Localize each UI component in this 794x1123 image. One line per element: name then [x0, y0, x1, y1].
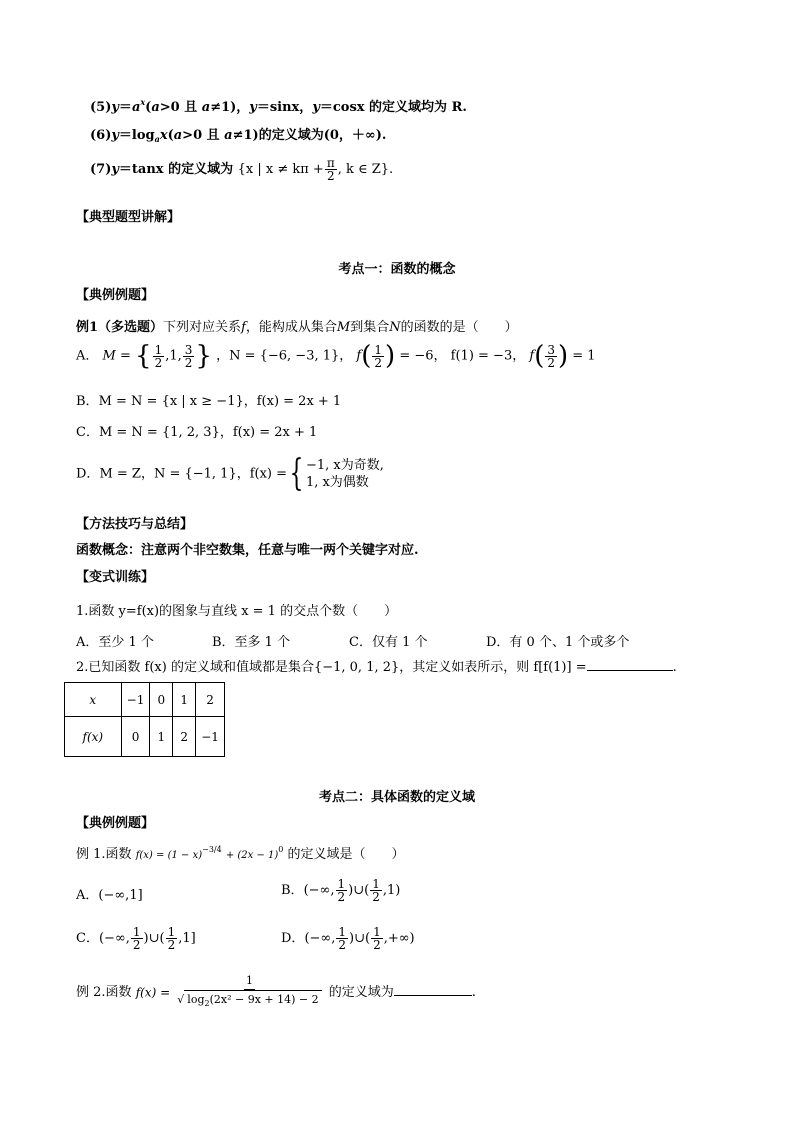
topic2-title: 考点二：具体函数的定义域: [318, 790, 475, 805]
table-cell: 1: [173, 683, 196, 717]
topic2-example-2: 例 2.函数 f(x) = $\frac{1}{√ \log_2(2x^2 - 9x + 14) - 2}$ 的定义域为 .: [76, 973, 476, 1012]
table-cell: −1: [196, 717, 225, 757]
topic1-example-heading: 【典例例题】: [76, 288, 155, 303]
method-text: 函数概念：注意两个非空数集，任意与唯一两个关键字对应.: [76, 543, 419, 558]
table-cell: x: [65, 683, 122, 717]
q1-option-c: C．仅有 1 个: [349, 635, 428, 650]
q1-option-d: D．有 0 个、1 个或多个: [486, 635, 630, 650]
answer-blank: [394, 995, 472, 996]
topic2-option-a: A．(−∞,1]: [76, 888, 143, 903]
option-b: B．M = N = {x | x ≥ −1}，f(x) = 2x + 1: [76, 394, 342, 409]
table-cell: 1: [150, 717, 173, 757]
answer-blank: [587, 670, 673, 671]
topic2-example-heading: 【典例例题】: [76, 816, 155, 831]
topic2-example-1: 例 1.函数 $f(x) = (1 - x)^{-3/4} + (2x - 1)^0$ 的定义域是（ ）: [76, 845, 405, 862]
function-table: [64, 682, 225, 757]
method-heading: 【方法技巧与总结】: [76, 517, 194, 532]
section-heading: 【典型题型讲解】: [76, 210, 181, 225]
option-d: D．M = Z，N = {−1, 1}，f(x) ={ −1, x为奇数, 1, x为偶数: [76, 453, 384, 494]
table-cell: 2: [173, 717, 196, 757]
q1-option-b: B．至多 1 个: [212, 635, 291, 650]
line-5: $(5)y=a^x(a>0$ 且 a≠1)，y＝sinx，y＝cosx 的定义域均为 R.: [90, 97, 467, 115]
table-cell: −1: [121, 683, 150, 717]
topic2-option-d: D．(−∞, $\frac{1}{2}$ )∪( $\frac{1}{2}$ ,+∞): [281, 925, 415, 952]
example1-question: 例1（多选题）下列对应关系f，能构成从集合M到集合N的函数的是（ ）: [76, 320, 518, 335]
table-cell: 0: [121, 717, 150, 757]
line-7: (7)y＝tanx 的定义域为 {x | x ≠ kπ + $\frac{\pi}{2}$ , k ∈ Z}.: [90, 156, 394, 183]
q1-option-a: A．至少 1 个: [76, 635, 154, 650]
question-1: 1.函数 y=f(x)的图象与直线 x = 1 的交点个数（ ）: [76, 604, 398, 619]
topic1-title: 考点一：函数的概念: [338, 262, 456, 277]
option-a: A． M = { $\frac{1}{2}$ ,1, $\frac{3}{2}$ } ，N = {−6, −3, 1}， f( $\frac{1}{2}$ ) = −6， f(1) = −3， f( $\frac{3}{2}$ ) = 1: [76, 341, 596, 371]
option-c: C．M = N = {1, 2, 3}，f(x) = 2x + 1: [76, 425, 318, 440]
table-cell: 0: [150, 683, 173, 717]
variant-heading: 【变式训练】: [76, 570, 155, 585]
line-6: $(6)y=\log_ax(a>0$ 且 a≠1)的定义域为(0，＋∞).: [90, 128, 387, 144]
question-2: 2.已知函数 f(x) 的定义域和值域都是集合{−1, 0, 1, 2}，其定义如表所示，则 f[f(1)] = .: [76, 660, 677, 675]
topic2-option-c: C．(−∞, $\frac{1}{2}$ )∪( $\frac{1}{2}$ ,1]: [76, 925, 196, 952]
table-cell: f(x): [65, 717, 122, 757]
topic2-option-b: B．(−∞, $\frac{1}{2}$ )∪( $\frac{1}{2}$ ,1): [281, 877, 401, 904]
table-cell: 2: [196, 683, 225, 717]
